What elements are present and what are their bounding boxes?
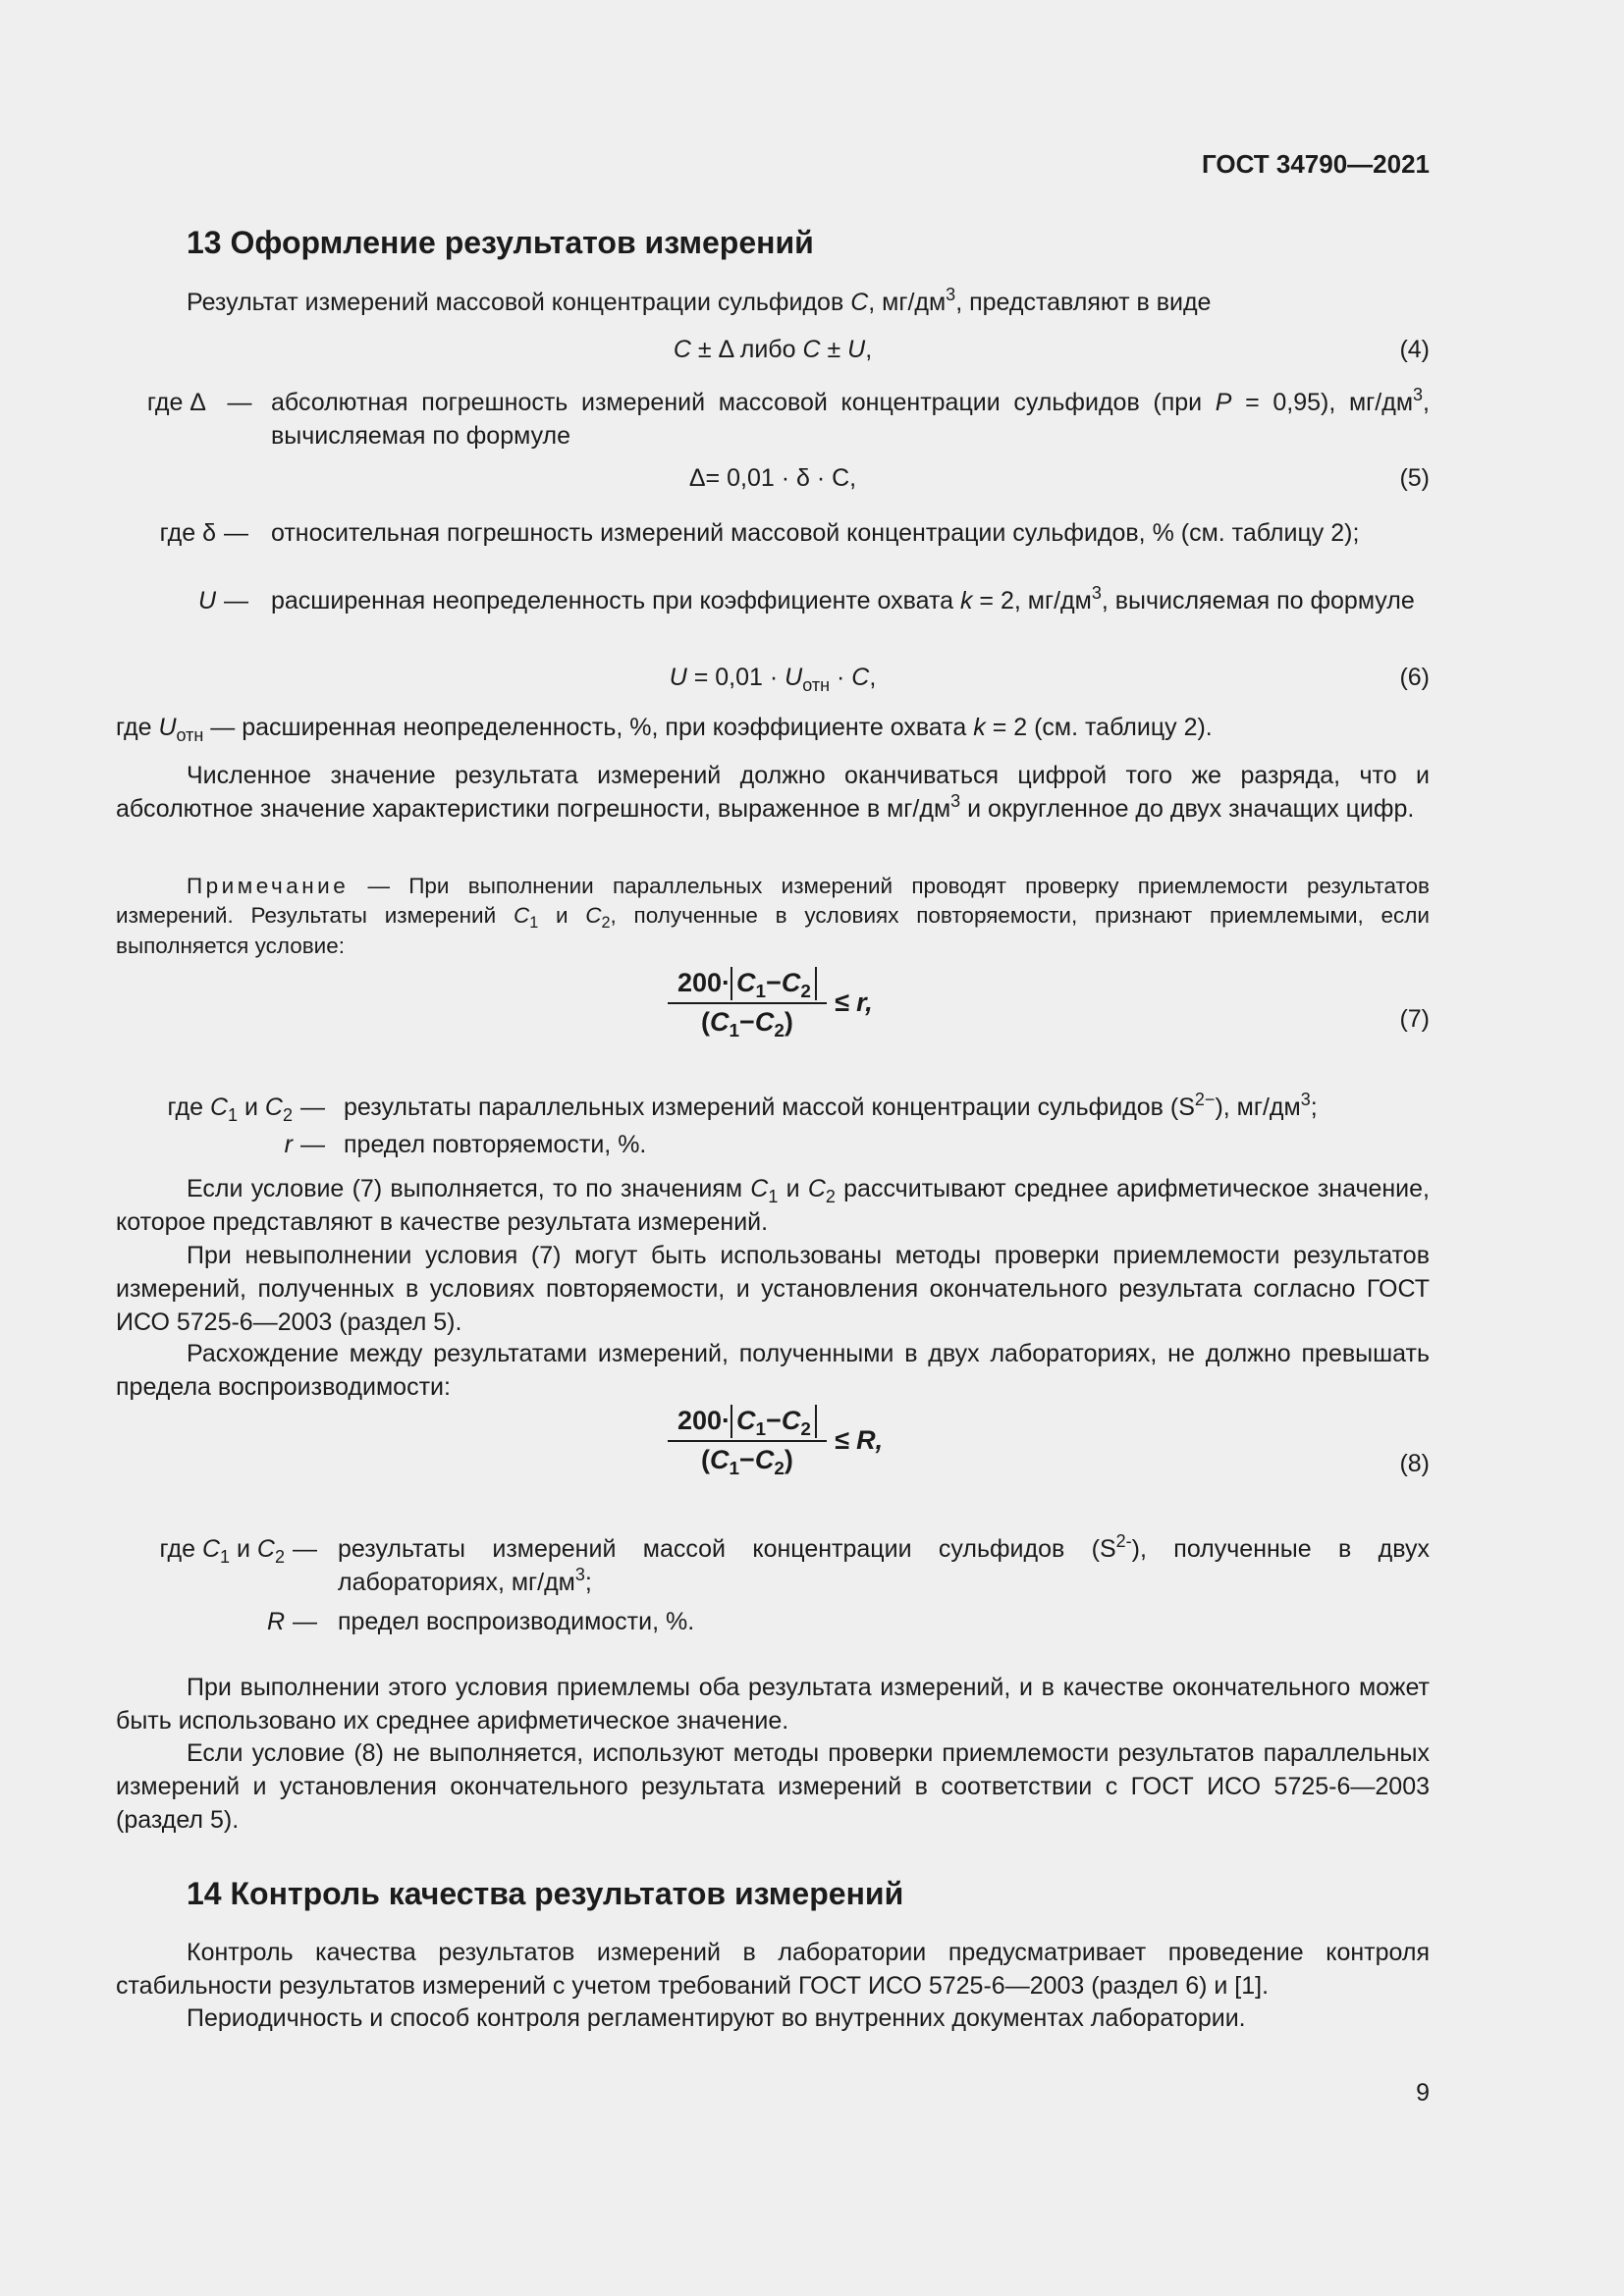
definition-dash: — [227,389,252,416]
definition-term: где $C_1$ и $C_2$ [159,1535,285,1567]
equation-5-number: (5) [1399,464,1430,492]
section-13-title: 13 Оформление результатов измерений [187,225,814,260]
equation-4: C ± Δ либо C ± U, [673,336,873,363]
paragraph-both-results: При выполнении этого условия приемлемы оба результата измерений, и в качестве окончательного может быть использовано их среднее арифметическое значение. [116,1674,1430,1735]
definition-relative-error [116,516,1430,550]
definition-u-relative: где $U_{отн}$ — расширенная неопределенность, %, при коэффициенте охвата k = 2 (см. таблицу 2). [116,714,1213,745]
definition-dash: — [224,587,248,614]
definition-dash: — [300,1131,325,1158]
definition-text: предел воспроизводимости, %. [338,1608,695,1635]
definition-dash: — [293,1608,317,1635]
definition-uncertainty [116,584,1430,617]
paragraph-result-form: Результат измерений массовой концентрации сульфидов C, $мг/дм^3$, представляют в виде [187,285,1212,316]
definition-dash: — [293,1535,317,1563]
fraction: $\frac{200\cdot C_1-C_2}{(C_1-C_2)}$ [668,1405,827,1477]
definition-text: абсолютная погрешность измерений массовой концентрации сульфидов (при P = 0,95), $мг/дм^3$, вычисляемая по формуле [271,385,1430,450]
paragraph-periodicity: Периодичность и способ контроля регламентируют во внутренних документах лаборатории. [187,2004,1246,2032]
definition-term: где $C_1$ и $C_2$ [167,1094,293,1125]
definition-R [116,1605,1430,1638]
definition-term: r [284,1131,293,1158]
document-code: ГОСТ 34790—2021 [1202,149,1430,179]
definition-dash: — [224,519,248,547]
section-14-title: 14 Контроль качества результатов измерений [187,1876,904,1911]
equation-5: Δ= 0,01 · δ · С, [688,464,857,492]
fraction: $\frac{200\cdot C_1-C_2}{(C_1-C_2)}$ [668,967,827,1040]
definition-c1-c2-parallel [116,1091,1430,1124]
page-number: 9 [1416,2079,1430,2107]
paragraph-quality-control: Контроль качества результатов измерений в лаборатории предусматривает проведение контроля стабильности результатов измерений с учетом требований ГОСТ ИСО 5725-6—2003 (раздел 6) и [1]. [116,1939,1430,2000]
paragraph-reproducibility: Расхождение между результатами измерений, полученными в двух лабораториях, не должно превышать предела воспроизводимости: [116,1340,1430,1401]
note-parallel-measurements: Примечание — При выполнении параллельных измерений проводят проверку приемлемости результатов измерений. Результаты измерений $C_1$ и $C_2$, полученные в условиях повторяемости, признают приемлемыми, если выполняется условие: [116,874,1431,958]
equation-4-number: (4) [1399,336,1430,363]
definition-delta [116,386,1430,453]
equation-8: $\frac{200\cdot C_1-C_2}{(C_1-C_2)}$ ≤ R, [668,1405,883,1477]
definition-c1-c2-labs [116,1532,1430,1599]
equation-7: $\frac{200\cdot C_1-C_2}{(C_1-C_2)}$ ≤ r, [668,967,873,1040]
definition-text: результаты измерений массой концентрации сульфидов $(S^{2-})$, полученные в двух лабораториях, $мг/дм^3$; [338,1531,1430,1596]
definition-text: относительная погрешность измерений массовой концентрации сульфидов, % (см. таблицу 2); [271,519,1360,547]
definition-term: где Δ [146,389,206,416]
definition-text: предел повторяемости, %. [344,1131,647,1158]
paragraph-non-fulfilment: При невыполнении условия (7) могут быть использованы методы проверки приемлемости результатов измерений, полученных в условиях повторяемости, и установления окончательного результата согласно ГОСТ ИСО 5725-6—2003 (раздел 5). [116,1242,1430,1336]
definition-text: результаты параллельных измерений массой концентрации сульфидов $(S^{2-})$, $мг/дм^3$; [344,1090,1318,1121]
equation-6-number: (6) [1399,664,1430,691]
definition-dash: — [300,1094,325,1121]
definition-term: R [266,1608,285,1635]
paragraph-condition-7: Если условие (7) выполняется, то по значениям $C_1$ и $C_2$ рассчитывают среднее арифметическое значение, которое представляют в качестве результата измерений. [116,1175,1430,1236]
definition-r [116,1128,1430,1161]
definition-term: U [197,587,216,614]
equation-7-number: (7) [1399,1005,1430,1033]
note-label: Примечание [187,874,350,898]
equation-6: $U = 0,01 \cdot U_{отн} \cdot C$, [669,664,877,695]
paragraph-numeric-value: Численное значение результата измерений должно оканчиваться цифрой того же разряда, что и абсолютное значение характеристики погрешности, выраженное в $мг/дм^3$ и округленное до двух значащих цифр. [116,762,1430,823]
paragraph-condition-8: Если условие (8) не выполняется, используют методы проверки приемлемости результатов параллельных измерений и установления окончательного результата измерений в соответствии с ГОСТ ИСО 5725-6—2003 (раздел 5). [116,1739,1430,1834]
equation-8-number: (8) [1399,1450,1430,1477]
definition-text: расширенная неопределенность при коэффициенте охвата k = 2, $мг/дм^3$, вычисляемая по формуле [271,583,1415,614]
definition-term: где δ [159,519,216,547]
